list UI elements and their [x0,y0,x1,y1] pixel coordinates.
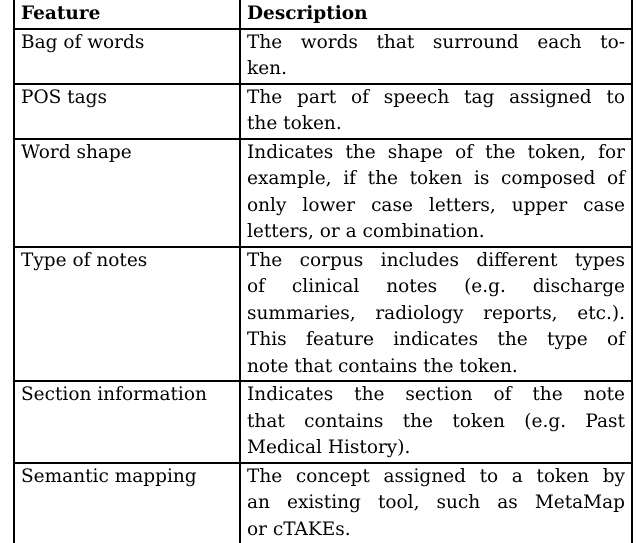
description-line: The corpus includes different types [247,248,625,275]
table-row [14,84,632,139]
description-line: example, if the token is composed of [247,166,625,193]
description-line: of clinical notes (e.g. discharge [247,274,625,301]
description-line: that contains the token (e.g. Past [247,409,625,436]
description-line: Indicates the section of the note [247,382,625,409]
description-cell [240,463,632,543]
table-row [14,247,632,382]
feature-cell: Section information [14,381,240,463]
description-line: letters, or a combination. [247,219,625,246]
description-cell [240,139,632,247]
description-line: the token. [247,111,625,138]
description-cell [240,29,632,84]
header-description: Description [240,1,632,29]
table-row [14,463,632,543]
table-row [14,29,632,84]
description-cell [240,247,632,382]
description-cell [240,381,632,463]
table-row [14,139,632,247]
description-line: The part of speech tag assigned to [247,85,625,112]
feature-cell: Type of notes [14,247,240,382]
description-line: Indicates the shape of the token, for [247,140,625,167]
feature-cell: Bag of words [14,29,240,84]
description-line: The words that surround each to- [247,30,625,57]
feature-cell: POS tags [14,84,240,139]
description-line: only lower case letters, upper case [247,193,625,220]
feature-description-table [13,0,633,543]
description-line: This feature indicates the type of [247,327,625,354]
header-feature: Feature [14,1,240,29]
description-line: Medical History). [247,435,625,462]
description-cell [240,84,632,139]
table-header-row [14,1,632,29]
description-line: The concept assigned to a token by [247,464,625,491]
feature-cell: Semantic mapping [14,463,240,543]
description-line: note that contains the token. [247,354,625,381]
description-line: summaries, radiology reports, etc.). [247,301,625,328]
table-row [14,381,632,463]
description-line: an existing tool, such as MetaMap [247,490,625,517]
description-line: or cTAKEs. [247,517,625,543]
description-line: ken. [247,56,625,83]
feature-cell: Word shape [14,139,240,247]
